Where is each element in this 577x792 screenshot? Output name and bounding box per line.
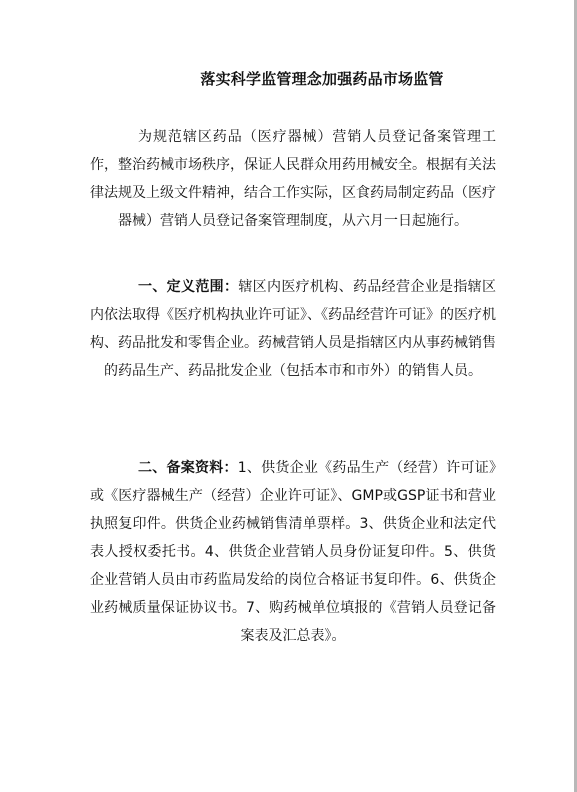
section-definition-paragraph — [90, 273, 496, 385]
section-definition-heading: 一、定义范围： — [138, 279, 239, 295]
section-filing-paragraph — [90, 454, 496, 650]
intro-paragraph: 为规范辖区药品（医疗器械）营销人员登记备案管理工作，整治药械市场秩序，保证人民群众用药用械安全。根据有关法律法规及上级文件精神，结合工作实际，区食药局制定药品（医疗器械）营销人员登记备案管理制度，从六月一日起施行。 — [90, 129, 496, 229]
section-definition-body: 辖区内医疗机构、药品经营企业是指辖区内依法取得《医疗机构执业许可证》、《药品经营许可证》的医疗机构、药品批发和零售企业。药械营销人员是指辖区内从事药械销售的药品生产、药品批发企业（包括本市和市外）的销售人员。 — [90, 279, 497, 379]
section-filing-body: 1、供货企业《药品生产（经营）许可证》或《医疗器械生产（经营）企业许可证》、GMP或GSP证书和营业执照复印件。供货企业药械销售清单票样。3、供货企业和法定代表人授权委托书。4、供货企业营销人员身份证复印件。5、供货企业营销人员由市药监局发给的岗位合格证书复印件。6、供货企业药械质量保证协议书。7、购药械单位填报的《营销人员登记备案表及汇总表》。 — [90, 460, 497, 644]
document-title: 落实科学监管理念加强药品市场监管 — [200, 70, 444, 88]
section-filing-heading: 二、备案资料： — [138, 460, 238, 476]
